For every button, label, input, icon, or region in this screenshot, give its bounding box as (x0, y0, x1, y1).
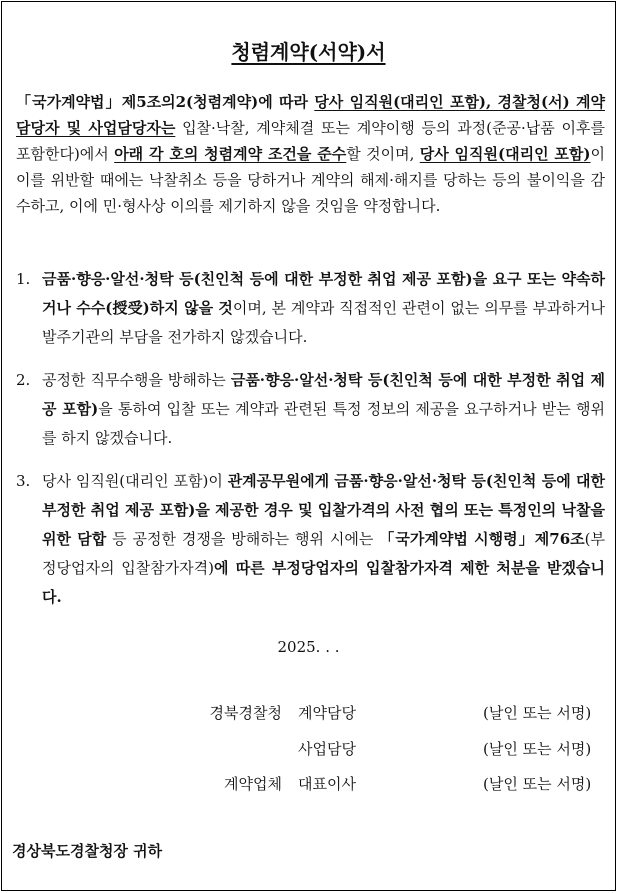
signature-mark: (날인 또는 서명) (483, 775, 592, 793)
pledge-1-text: 이며, 본 계약과 직접적인 관련이 없는 의무를 부과하거나 발주기관의 부담을 전가하지 않겠습니다. (42, 299, 605, 346)
pledge-2-bold: 금품·향응·알선·청탁 등(친인척 등에 대한 부정한 취업 제공 포함) (42, 371, 605, 418)
pledge-3-text-b: 등 공정한 경쟁을 방해하는 행위 시에는 (106, 530, 380, 548)
signature-org: 경북경찰청 (209, 704, 282, 722)
pledge-number: 2. (16, 371, 31, 389)
pledge-2-text-a: 공정한 직무수행을 방해하는 (42, 371, 231, 389)
pledge-item-3 (16, 467, 605, 612)
pledge-3-law-ref: 「국가계약법 시행령」제76조 (379, 530, 585, 548)
signature-org: 계약업체 (224, 775, 282, 793)
signature-mark: (날인 또는 서명) (483, 704, 592, 722)
signature-role: 계약담당 (298, 704, 356, 722)
document-page (1, 1, 616, 891)
pledge-number: 3. (16, 472, 31, 490)
intro-obligation: 아래 각 호의 청렴계약 조건을 준수 (114, 145, 347, 163)
pledge-2-text-b: 을 통하여 입찰 또는 계약과 관련된 특정 정보의 제공을 요구하거나 받는 행위를 하지 않겠습니다. (42, 400, 605, 447)
addressee: 경상북도경찰청장 귀하 (12, 842, 163, 860)
intro-scope: 입찰·낙찰, 계약체결 또는 계약이행 등의 과정(준공·납품 이후를 포함한다)에서 (16, 119, 605, 163)
document-date: 2025. . . (277, 638, 340, 656)
pledge-number: 1. (16, 270, 31, 288)
pledge-item-1 (16, 265, 605, 352)
pledge-3-bold-a: 관계공무원에게 금품·향응·알선·청탁 등(친인척 등에 대한 부정한 취업 제공 포함)을 제공한 경우 및 입찰가격의 사전 협의 또는 특정인의 낙찰을 위한 담합 (42, 472, 605, 548)
document-title: 청렴계약(서약)서 (231, 40, 386, 64)
intro-employees: 당사 임직원(대리인 포함) (419, 145, 591, 163)
pledge-3-text-a: 당사 임직원(대리인 포함)이 (42, 472, 228, 490)
intro-text-b: 이 이를 위반할 때에는 낙찰취소 등을 당하거나 계약의 해제·해지를 당하는 등의 불이익을 감수하고, 이에 민·형사상 이의를 제기하지 않을 것임을 약정합니다. (16, 145, 606, 215)
pledge-3-bold-b: 에 따른 부정당업자의 입찰참가자격 제한 처분을 받겠습니다. (42, 559, 605, 606)
pledge-1-bold: 금품·향응·알선·청탁 등(친인척 등에 대한 부정한 취업 제공 포함)을 요구 또는 약속하거나 수수(授受)하지 않을 것 (42, 270, 605, 317)
signature-mark: (날인 또는 서명) (483, 740, 592, 758)
signature-role: 사업담당 (298, 740, 356, 758)
pledge-list (16, 265, 605, 626)
intro-law-ref: 「국가계약법」제5조의2(청렴계약)에 따라 (16, 93, 315, 111)
signature-role: 대표이사 (298, 775, 356, 793)
intro-paragraph (16, 89, 605, 219)
pledge-item-2 (16, 366, 605, 453)
intro-text-a: 할 것이며, (346, 145, 420, 163)
pledge-3-text-c: (부정당업자의 입찰참가자격) (42, 530, 606, 577)
intro-parties: 당사 임직원(대리인 포함), 경찰청(서) 계약담당자 및 사업담당자는 (16, 93, 606, 137)
